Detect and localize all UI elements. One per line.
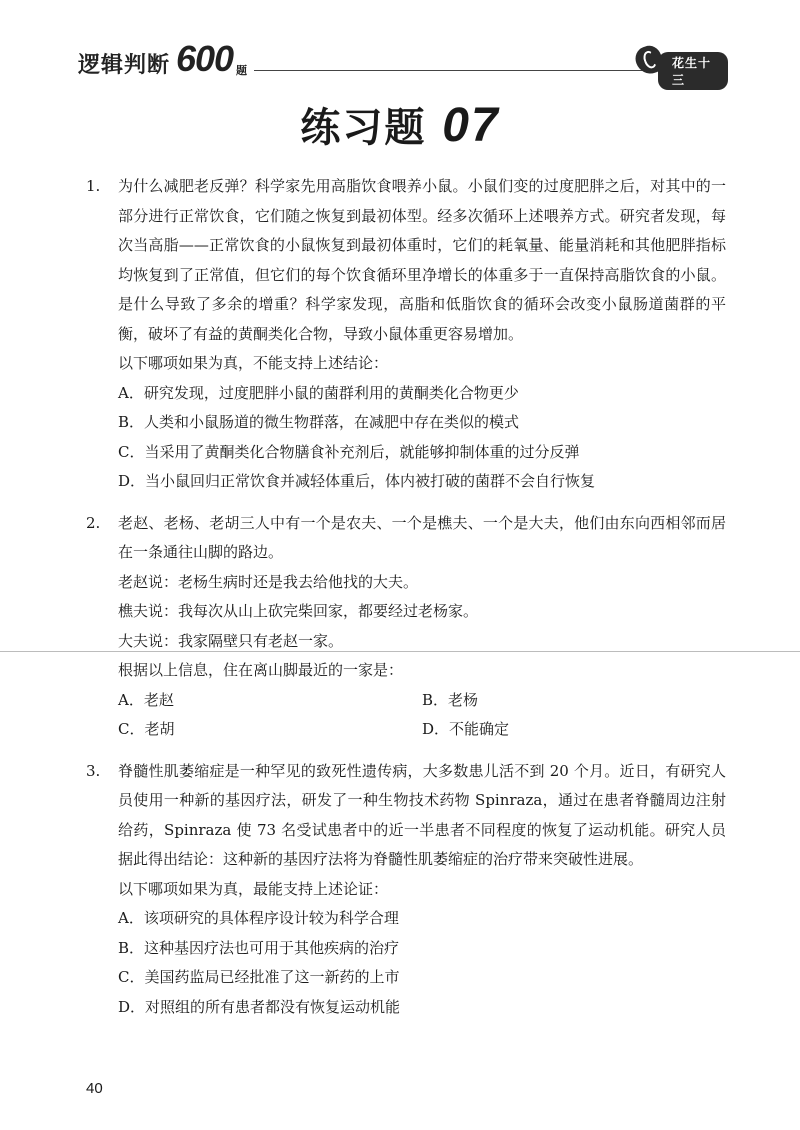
option-d: D．对照组的所有患者都没有恢复运动机能 — [118, 997, 401, 1016]
question-text: 为什么减肥老反弹？科学家先用高脂饮食喂养小鼠。小鼠们变的过度肥胖之后，对其中的一部分进行正常饮食，它们随之恢复到最初体型。经多次循环上述喂养方式。研究者发现，每次当高脂——正常饮食的小鼠恢复到最初体重时，它们的耗氧量、能量消耗和其他肥胖指标均恢复到了正常值，但它们的每个饮食循环里净增长的体重多于一直保持高脂饮食的小鼠。是什么导致了多余的增重？科学家发现，高脂和低脂饮食的循环会改变小鼠肠道菌群的平衡，破坏了有益的黄酮类化合物，导致小鼠体重更容易增加。 — [118, 177, 726, 343]
option-d: D．当小鼠回归正常饮食并减轻体重后，体内被打破的菌群不会自行恢复 — [118, 472, 596, 490]
page-title — [0, 96, 800, 153]
page-title-text: 练习题 — [300, 105, 427, 151]
option-d: D．不能确定 — [422, 720, 510, 738]
question-text: 脊髓性肌萎缩症是一种罕见的致死性遗传病，大多数患儿活不到 20 个月。近日，有研究人员使用一种新的基因疗法，研发了一种生物技术药物 Spinraza，通过在患者脊髓周边注射给药，Spinraza 使 73 名受试患者中的近一半患者不同程度的恢复了运动机能。研究人员据此得出结论：这种新的基因疗法将为脊髓性肌萎缩症的治疗带来突破性进展。 — [118, 761, 726, 868]
question-1 — [86, 172, 726, 497]
option-c: C．美国药监局已经批准了这一新药的上市 — [118, 968, 400, 986]
question-prompt: 以下哪项如果为真，最能支持上述论证： — [118, 879, 389, 898]
option-b: B．这种基因疗法也可用于其他疾病的治疗 — [118, 938, 400, 957]
question-3 — [86, 757, 726, 1023]
question-prompt: 根据以上信息，住在离山脚最近的一家是： — [118, 661, 404, 679]
page-title-number: 07 — [442, 99, 500, 152]
running-header — [78, 38, 728, 87]
statement: 老赵说：老杨生病时还是我去给他找的大夫。 — [118, 572, 419, 591]
option-b: B．老杨 — [422, 690, 479, 709]
book-title: 逻辑判断 — [78, 53, 171, 78]
scan-seam-divider — [0, 651, 800, 652]
question-list — [86, 172, 726, 1022]
book-title-suffix: 题 — [236, 64, 247, 77]
question-number: 1. — [86, 177, 101, 195]
question-stem — [86, 509, 726, 568]
option-c: C．老胡 — [118, 720, 175, 738]
question-stem — [86, 757, 726, 875]
question-prompt: 以下哪项如果为真，不能支持上述结论： — [118, 354, 389, 372]
option-b: B．人类和小鼠肠道的微生物群落，在减肥中存在类似的模式 — [118, 413, 520, 431]
statement: 大夫说：我家隔壁只有老赵一家。 — [118, 631, 344, 650]
option-a: A．该项研究的具体程序设计较为科学合理 — [118, 909, 399, 927]
question-stem — [86, 172, 726, 349]
book-title-number: 600 — [176, 38, 234, 79]
brand-label: 花生十三 — [658, 52, 728, 90]
question-number: 3. — [86, 761, 101, 780]
question-number: 2. — [86, 513, 101, 532]
option-row — [86, 686, 726, 716]
option-a: A．研究发现，过度肥胖小鼠的菌群利用的黄酮类化合物更少 — [118, 383, 519, 402]
option-row — [86, 715, 726, 745]
question-2 — [86, 509, 726, 745]
option-a: A．老赵 — [118, 690, 174, 709]
option-c: C．当采用了黄酮类化合物膳食补充剂后，就能够抑制体重的过分反弹 — [118, 442, 580, 461]
page-number: 40 — [86, 1080, 103, 1097]
statement: 樵夫说：我每次从山上砍完柴回家，都要经过老杨家。 — [118, 602, 479, 620]
question-text: 老赵、老杨、老胡三人中有一个是农夫、一个是樵夫、一个是大夫，他们由东向西相邻而居在一条通往山脚的路边。 — [118, 513, 726, 561]
